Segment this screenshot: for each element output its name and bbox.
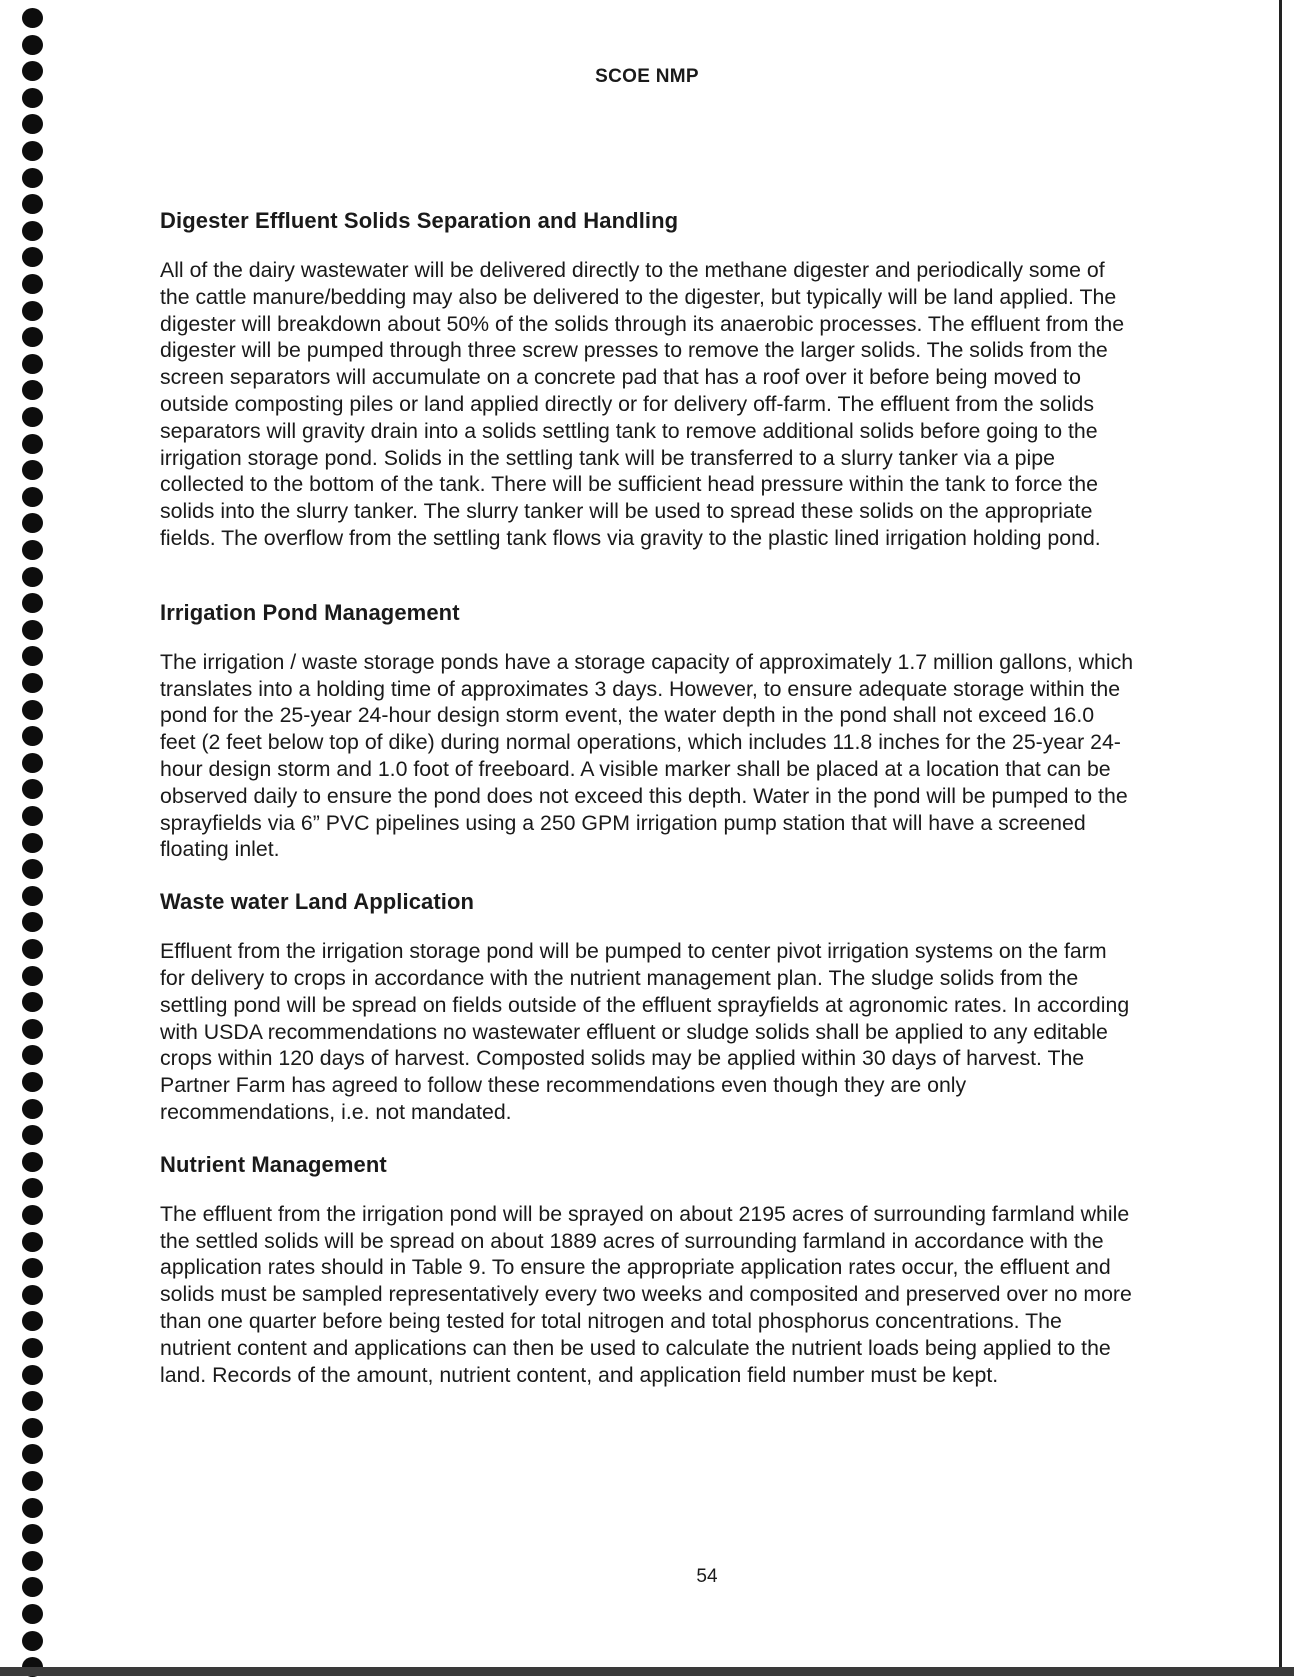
binder-hole bbox=[22, 1365, 43, 1385]
binder-hole bbox=[22, 114, 43, 134]
binder-holes bbox=[22, 0, 44, 1676]
binder-hole bbox=[22, 1418, 43, 1438]
document-body bbox=[160, 208, 1135, 1388]
binder-hole bbox=[22, 726, 43, 746]
binder-hole bbox=[22, 540, 43, 560]
binder-hole bbox=[22, 247, 43, 267]
section-digester-effluent bbox=[160, 208, 1135, 552]
binder-hole bbox=[22, 1125, 43, 1145]
binder-hole bbox=[22, 141, 43, 161]
binder-hole bbox=[22, 1524, 43, 1544]
section-heading: Waste water Land Application bbox=[160, 889, 475, 915]
binder-hole bbox=[22, 1205, 43, 1225]
binder-hole bbox=[22, 434, 43, 454]
binder-hole bbox=[22, 1604, 43, 1624]
binder-hole bbox=[22, 221, 43, 241]
section-paragraph: The effluent from the irrigation pond will be sprayed on about 2195 acres of surrounding farmland while the settled solids will be spread on about 1889 acres of surrounding farmland in accordance with the application rates should in Table 9. To ensure the appropriate application rates occur, the effluent and solids must be sampled representatively every two weeks and composited and preserved over no more than one quarter before being tested for total nitrogen and total phosphorus concentrations. The nutrient content and applications can then be used to calculate the nutrient loads being applied to the land. Records of the amount, nutrient content, and application field number must be kept. bbox=[160, 1201, 1132, 1387]
binder-hole bbox=[22, 327, 43, 347]
binder-hole bbox=[22, 992, 43, 1012]
binder-hole bbox=[22, 1232, 43, 1252]
binder-hole bbox=[22, 8, 43, 28]
section-heading: Nutrient Management bbox=[160, 1151, 387, 1177]
binder-hole bbox=[22, 487, 43, 507]
binder-hole bbox=[22, 753, 43, 773]
section-heading: Digester Effluent Solids Separation and Handling bbox=[160, 208, 679, 233]
binder-hole bbox=[22, 646, 43, 666]
binder-hole bbox=[22, 168, 43, 188]
binder-hole bbox=[22, 1444, 43, 1464]
section-paragraph: Effluent from the irrigation storage pond will be pumped to center pivot irrigation systems on the farm for delivery to crops in accordance with the nutrient management plan. The sludge solids from the settling pond will be spread on fields outside of the effluent sprayfields at agronomic rates. In according with USDA recommendations no wastewater effluent or sludge solids shall be applied to any editable crops within 120 days of harvest. Composted solids may be applied within 30 days of harvest. The Partner Farm has agreed to follow these recommendations even though they are only recommendations, i.e. not mandated. bbox=[160, 939, 1130, 1124]
binder-hole bbox=[22, 912, 43, 932]
binder-hole bbox=[22, 1338, 43, 1358]
binder-hole bbox=[22, 354, 43, 374]
binder-hole bbox=[22, 833, 43, 853]
binder-hole bbox=[22, 194, 43, 214]
document-header: SCOE NMP bbox=[595, 66, 699, 87]
binder-hole bbox=[22, 1285, 43, 1305]
binder-hole bbox=[22, 35, 43, 55]
binder-hole bbox=[22, 1631, 43, 1651]
binder-hole bbox=[22, 407, 43, 427]
section-heading: Irrigation Pond Management bbox=[160, 599, 460, 625]
binder-hole bbox=[22, 1311, 43, 1331]
binder-hole bbox=[22, 1178, 43, 1198]
binder-hole bbox=[22, 620, 43, 640]
binder-hole bbox=[22, 1072, 43, 1092]
binder-hole bbox=[22, 380, 43, 400]
binder-hole bbox=[22, 673, 43, 693]
binder-hole bbox=[22, 966, 43, 986]
page-bottom-edge bbox=[0, 1667, 1294, 1676]
binder-hole bbox=[22, 1019, 43, 1039]
binder-hole bbox=[22, 593, 43, 613]
binder-hole bbox=[22, 886, 43, 906]
binder-hole bbox=[22, 1258, 43, 1278]
binder-hole bbox=[22, 567, 43, 587]
section-paragraph: The irrigation / waste storage ponds have a storage capacity of approximately 1.7 million gallons, which translates into a holding time of approximates 3 days. However, to ensure adequate storage within the pond for the 25-year 24-hour design storm event, the water depth in the pond shall not exceed 16.0 feet (2 feet below top of dike) during normal operations, which includes 11.8 inches for the 25-year 24-hour design storm and 1.0 foot of freeboard. A visible marker shall be placed at a location that can be observed daily to ensure the pond does not exceed this depth. Water in the pond will be pumped to the sprayfields via 6” PVC pipelines using a 250 GPM irrigation pump station that will have a screened floating inlet. bbox=[160, 649, 1134, 862]
binder-hole bbox=[22, 1498, 43, 1518]
binder-hole bbox=[22, 859, 43, 879]
binder-hole bbox=[22, 1391, 43, 1411]
section-paragraph: All of the dairy wastewater will be delivered directly to the methane digester and periodically some of the cattle manure/bedding may also be delivered to the digester, but typically will be land applied. The digester will breakdown about 50% of the solids through its anaerobic processes. The effluent from the digester will be pumped through three screw presses to remove the larger solids. The solids from the screen separators will accumulate on a concrete pad that has a roof over it before being moved to outside composting piles or land applied directly or for delivery off-farm. The effluent from the solids separators will gravity drain into a solids settling tank to remove additional solids before going to the irrigation storage pond. Solids in the settling tank will be transferred to a slurry tanker via a pipe collected to the bottom of the tank. There will be sufficient head pressure within the tank to force the solids into the slurry tanker. The slurry tanker will be used to spread these solids on the appropriate fields. The overflow from the settling tank flows via gravity to the plastic lined irrigation holding pond. bbox=[160, 258, 1125, 550]
binder-hole bbox=[22, 460, 43, 480]
binder-hole bbox=[22, 700, 43, 720]
binder-hole bbox=[22, 513, 43, 533]
binder-hole bbox=[22, 1099, 43, 1119]
binder-hole bbox=[22, 779, 43, 799]
binder-hole bbox=[22, 1152, 43, 1172]
page-edge bbox=[1279, 0, 1282, 1676]
binder-hole bbox=[22, 806, 43, 826]
binder-hole bbox=[22, 1471, 43, 1491]
section-irrigation-pond bbox=[160, 600, 1135, 863]
page-number: 54 bbox=[696, 1566, 718, 1587]
binder-hole bbox=[22, 88, 43, 108]
binder-hole bbox=[22, 274, 43, 294]
section-land-application bbox=[160, 889, 1135, 1126]
section-nutrient-management bbox=[160, 1152, 1135, 1389]
binder-hole bbox=[22, 301, 43, 321]
binder-hole bbox=[22, 939, 43, 959]
binder-hole bbox=[22, 1045, 43, 1065]
